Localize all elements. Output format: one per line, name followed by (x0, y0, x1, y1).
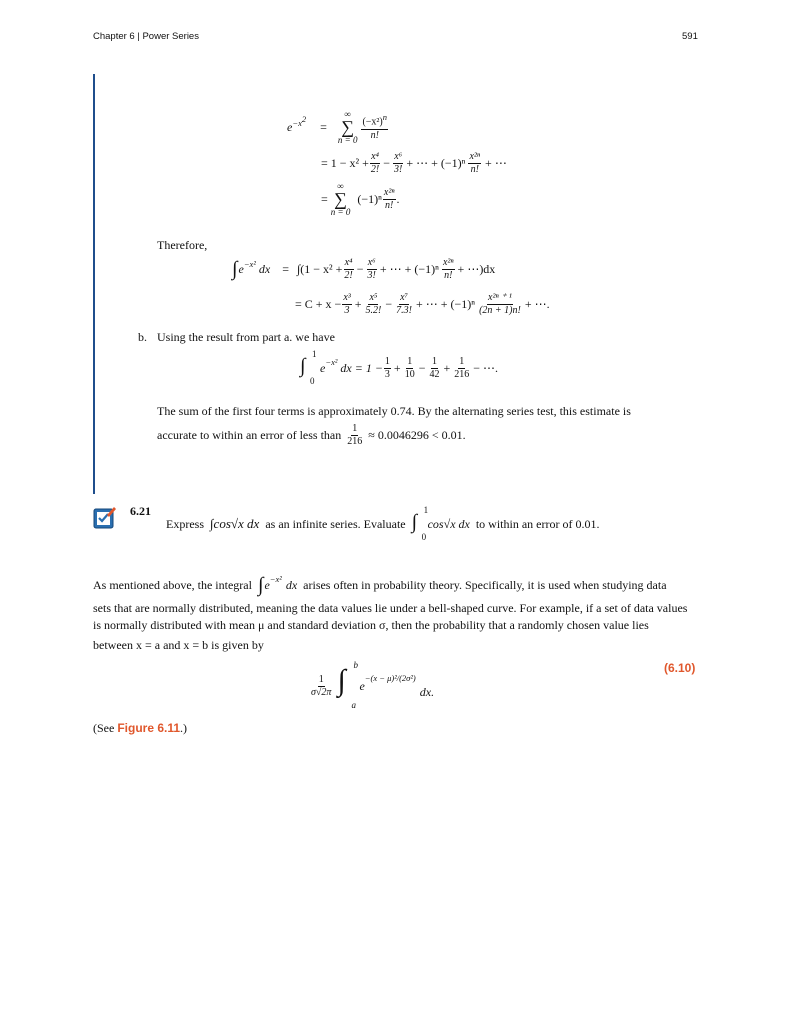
part-b-label: b. (138, 330, 147, 344)
series-line-2: = 1 − x² + $\frac{\text{x⁴}}{2!}$ − $\frac{\text{x⁶}}{3!}$ + ⋯ + (−1)ⁿ $\frac{\text{x²ⁿ}}{n!}$ + ⋯ (321, 151, 507, 175)
definite-integral: ∫ 1 0 e $^{-x^2}$ dx = 1 − $\frac{1}{3}$ + $\frac{1}{10}$ − $\frac{1}{42}$ + $\frac{1}{216}$ − ⋯. (300, 349, 499, 386)
see-figure-text: (See Figure 6.11.) (93, 721, 188, 735)
page-number: 591 (682, 31, 698, 42)
body-line-4: between x = a and x = b is given by (93, 638, 264, 652)
figure-link[interactable]: Figure 6.11 (117, 721, 181, 735)
body-line-2: sets that are normally distributed, meaning the data values lie under a bell-shaped curve. For example, if a set of data values (93, 601, 688, 615)
body-line-3: is normally distributed with mean μ and standard deviation σ, then the probability that a randomly chosen value lies (93, 618, 649, 632)
therefore-text: Therefore, (157, 238, 208, 252)
exercise-text: Express ∫cos√x dx as an infinite series. Evaluate ∫ 1 0 cos√x dx to within an error of 0.01. (166, 505, 600, 542)
sum-paragraph-line-1: The sum of the first four terms is approximately 0.74. By the alternating series test, this estimate is (157, 404, 631, 418)
sum-paragraph-line-2: accurate to within an error of less than $\frac{1}{216}$ ≈ 0.0046296 < 0.01. (157, 423, 466, 447)
part-b-text: Using the result from part a. we have (157, 330, 335, 344)
body-line-1: As mentioned above, the integral ∫ e $^{-x^2}$ dx arises often in probability theory. Specifically, it is used when studying data (93, 574, 667, 596)
exercise-number: 6.21 (130, 504, 151, 518)
series-line-1: e $^{-x^2}$ = ∞ ∑ n = 0 $\frac{(-x^2)^n}{n!}$ (287, 109, 388, 145)
probability-integral: $\frac{1}{\sigma√2\pi}$ ∫ b a e $^{-(x - \mu)^2/(2\sigma^2)}$ dx. (311, 660, 435, 710)
summation-symbol: ∞ ∑ n = 0 (337, 109, 358, 145)
integral-line-2: = C + x − $\frac{\text{x³}}{3}$ + $\frac{\text{x⁵}}{5.2!}$ − $\frac{\text{x⁷}}{7.3!}$ + ⋯ + (−1)ⁿ $\frac{\text{x²ⁿ ⁺ ¹}}{(2n + 1)n!}$ + ⋯. (295, 292, 550, 316)
example-side-rule (93, 74, 95, 494)
chapter-header: Chapter 6 | Power Series (93, 31, 199, 42)
equation-number: (6.10) (664, 661, 696, 675)
series-line-3: = ∞ ∑ n = 0 (−1)ⁿ $\frac{\text{x²ⁿ}}{n!}$ . (321, 181, 400, 217)
integral-line-1: ∫ e $^{-x^2}$ dx = ∫(1 − x² + $\frac{\text{x⁴}}{2!}$ − $\frac{\text{x⁶}}{3!}$ + ⋯ + (−1)ⁿ $\frac{\text{x²ⁿ}}{n!}$ + ⋯)dx (232, 257, 496, 281)
checkbox-pencil-icon (93, 505, 117, 529)
